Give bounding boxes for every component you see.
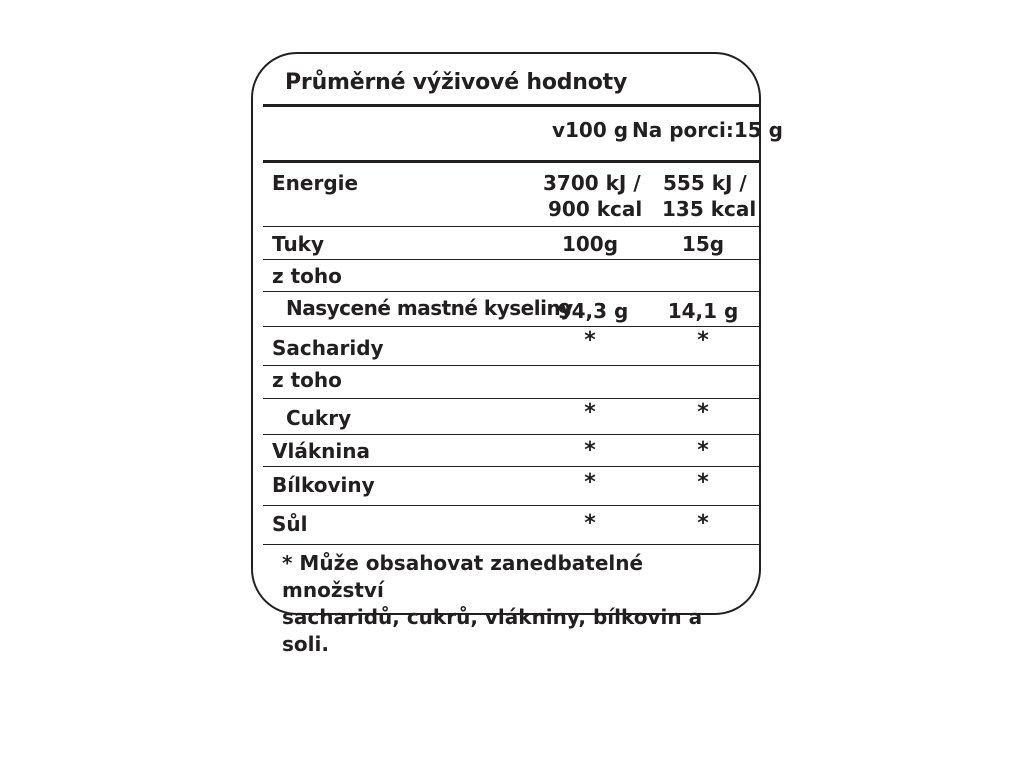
energie-portion-kcal: 135 kcal [662,197,757,221]
tuky-portion: 15g [681,232,725,256]
energie-per100-kj: 3700 kJ / [543,171,641,195]
footnote [282,550,742,658]
column-header-per-100g: v100 g [551,118,629,142]
row-divider [263,365,761,366]
column-header-per-portion: Na porci:15 g [632,118,783,142]
row-label-bilkoviny: Bílkoviny [272,473,375,497]
sul-portion: * [697,511,709,536]
bilkoviny-portion: * [697,470,709,495]
footnote-line-2: sacharidů, cukrů, vlákniny, bílkovin a soli. [282,605,703,656]
footnote-line-1: * Může obsahovat zanedbatelné množství [282,551,644,602]
row-divider [263,326,761,327]
row-label-cukry: Cukry [286,406,352,430]
header-rule [263,160,761,163]
row-divider [263,291,761,292]
row-divider [263,544,761,545]
cukry-portion: * [697,400,709,425]
tuky-per100: 100g [561,232,619,256]
row-label-sul: Sůl [272,512,308,536]
energie-portion-kj: 555 kJ / [663,171,747,195]
title-rule [263,104,761,107]
row-label-tuky: Tuky [272,232,325,256]
row-divider [263,398,761,399]
energie-per100-kcal: 900 kcal [548,197,643,221]
nasycene-per100: 94,3 g [557,299,629,323]
vlaknina-portion: * [697,438,709,463]
sacharidy-portion: * [697,328,709,353]
sul-per100: * [584,511,596,536]
row-divider [263,505,761,506]
row-divider [263,466,761,467]
row-label-vlaknina: Vláknina [272,439,370,463]
row-divider [263,434,761,435]
row-divider [263,259,761,260]
row-label-z-toho: z toho [272,368,342,392]
row-divider [263,226,761,227]
nasycene-portion: 14,1 g [667,299,739,323]
row-label-z-toho: z toho [272,264,342,288]
vlaknina-per100: * [584,438,596,463]
bilkoviny-per100: * [584,470,596,495]
row-label-energie: Energie [272,171,359,195]
label-title: Průměrné výživové hodnoty [285,70,628,95]
row-label-sacharidy: Sacharidy [272,336,384,360]
cukry-per100: * [584,400,596,425]
row-label-nasycene: Nasycené mastné kyseliny [286,296,573,320]
sacharidy-per100: * [584,328,596,353]
